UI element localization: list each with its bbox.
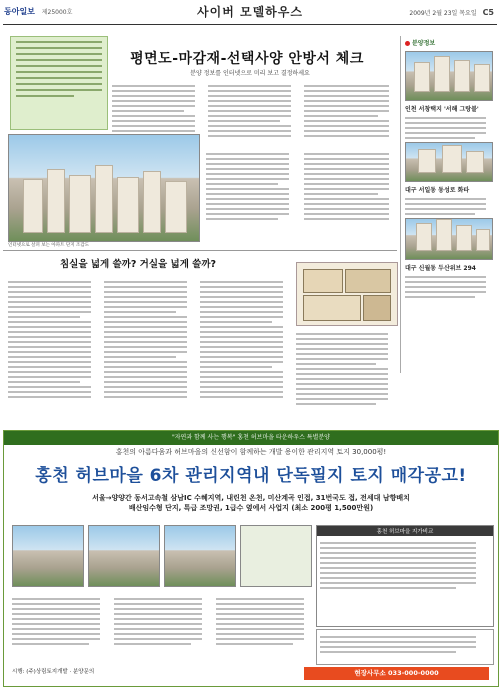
ad-top-band: "자연과 함께 사는 행복" 홍천 허브마을 타운하우스 특별분양 — [4, 431, 498, 445]
article-col-3 — [304, 82, 396, 144]
intro-box — [10, 36, 108, 130]
article2-col-2 — [104, 278, 194, 424]
ad-photo-3 — [164, 525, 236, 587]
page-header — [0, 0, 500, 24]
issue-number: 제25000호 — [41, 9, 73, 16]
sidebar-photo-1 — [405, 51, 493, 101]
floorplan-image — [296, 262, 398, 326]
article-col-2 — [208, 82, 298, 144]
second-headline: 침실을 넓게 쓸까? 거실을 넓게 쓸까? — [60, 259, 217, 270]
issue-date — [409, 8, 494, 17]
ad-map-image — [240, 525, 312, 587]
section-title: 사이버 모델하우스 — [197, 5, 303, 19]
ad-phone-button[interactable]: 현장사무소 033-000-0000 — [304, 667, 489, 680]
advertisement[interactable] — [3, 430, 499, 687]
ad-image-row — [12, 525, 312, 589]
article2-col-4 — [296, 330, 396, 424]
page-number: C5 — [482, 8, 494, 17]
article2-col-1 — [8, 278, 98, 424]
photo-caption: 인터넷으로 살펴 보는 아파트 단지 조감도 — [8, 243, 90, 248]
article-col-4 — [206, 150, 296, 238]
main-headline: 평면도-마감재-선택사양 안방서 체크 — [130, 51, 364, 67]
section-divider — [3, 250, 397, 251]
ad-text-col-2 — [114, 595, 210, 663]
sidebar-label-text: 분양정보 — [412, 40, 436, 47]
sidebar-label — [401, 36, 497, 49]
sidebar — [400, 36, 497, 373]
ad-footer: 시행: (주)상림토지개발 · 분양문의 — [12, 669, 95, 675]
sidebar-item-3-title[interactable]: 대구 신월동 두산위브 294 — [405, 265, 476, 272]
ad-price-panel — [316, 525, 494, 627]
header-rule — [3, 24, 497, 25]
main-photo — [8, 134, 200, 242]
sidebar-item-2-body — [401, 198, 497, 215]
article-col-5 — [304, 150, 396, 238]
paper-name: 동아일보 — [4, 7, 35, 16]
sidebar-photo-3 — [405, 218, 493, 260]
article2-col-3 — [200, 278, 290, 424]
ad-panel-title: 홍천 허브마을 지가비교 — [317, 526, 493, 536]
sidebar-item-1-body — [401, 117, 497, 139]
masthead — [4, 6, 72, 17]
sidebar-photo-2 — [405, 142, 493, 182]
ad-pre-title: 홍천의 아름다움과 허브마을의 신선함이 함께하는 개발 용이한 관리지역 토지 30,000평! — [115, 448, 387, 456]
bullet-icon — [405, 41, 410, 46]
ad-text-col-1 — [12, 595, 108, 663]
ad-title: 홍천 허브마을 6차 관리지역내 단독필지 토지 매각공고! — [35, 466, 467, 486]
ad-text-col-3 — [216, 595, 312, 663]
ad-photo-2 — [88, 525, 160, 587]
ad-feature-line-1: 서울→양양간 동서고속철 삼남IC 수혜지역, 내린천 온천, 미산계곡 인접, 31번국도 접, 전세대 남향배치 — [92, 494, 410, 502]
ad-photo-1 — [12, 525, 84, 587]
ad-feature-line-2: 배산임수형 단지, 특급 조망권, 1급수 옆에서 사업지 (최소 200평 1,500만원) — [128, 504, 374, 512]
sidebar-item-2-title[interactable]: 대구 서일동 동성로 화타 — [405, 187, 470, 194]
date-text: 2009년 2월 23일 목요일 — [409, 10, 477, 17]
main-subhead: 분양 정보를 인터넷으로 미리 보고 결정하세요 — [190, 70, 310, 77]
ad-contact-box — [316, 629, 494, 665]
sidebar-item-3-body — [401, 276, 497, 298]
sidebar-item-1-title[interactable]: 인천 서창택지 '서해 그랑블' — [405, 106, 479, 113]
